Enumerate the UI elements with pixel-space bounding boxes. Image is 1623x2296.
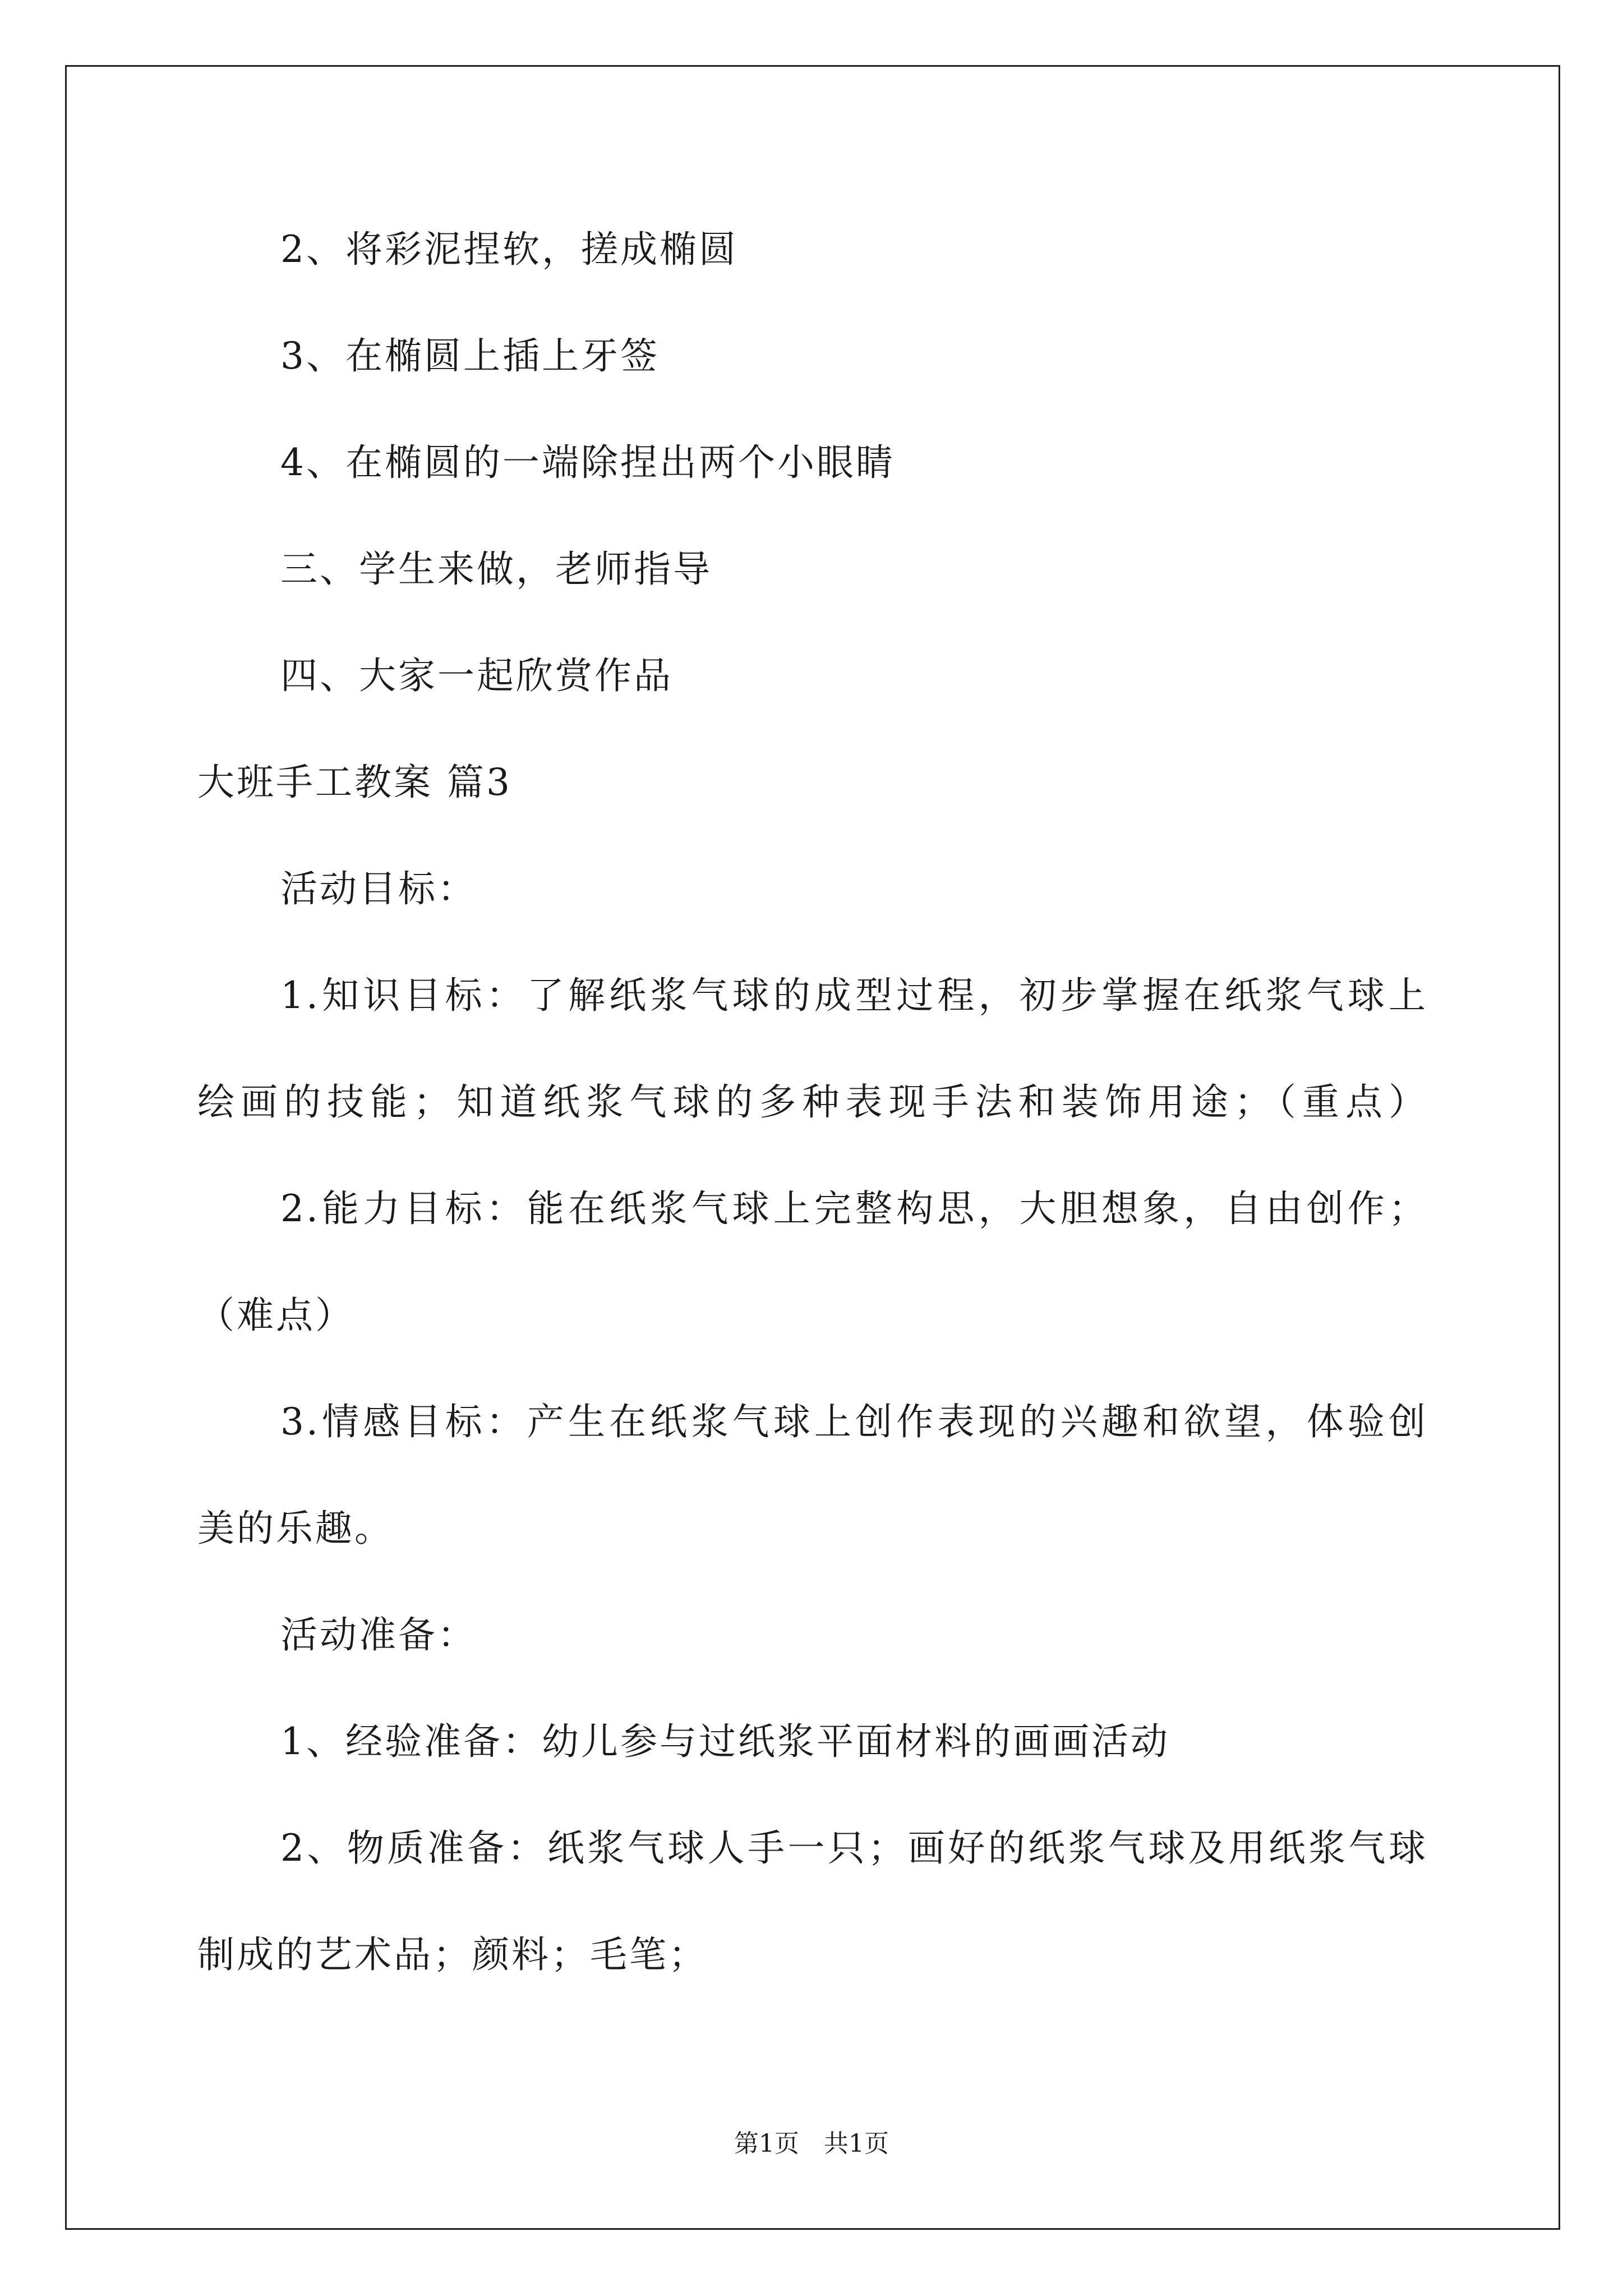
subheading-goals: 活动目标： bbox=[280, 867, 477, 910]
page-border bbox=[65, 65, 1560, 2230]
page-number-footer: 第1页 共1页 bbox=[734, 2129, 889, 2158]
section-heading: 大班手工教案 篇3 bbox=[197, 761, 512, 804]
paragraph-line: 2、物质准备：纸浆气球人手一只；画好的纸浆气球及用纸浆气球 bbox=[280, 1826, 1428, 1870]
step-line: 4、在椭圆的一端除捏出两个小眼睛 bbox=[280, 441, 895, 484]
paragraph-line: 美的乐趣。 bbox=[197, 1507, 394, 1550]
step-line: 2、将彩泥捏软，搓成椭圆 bbox=[280, 228, 738, 271]
paragraph-line: 1、经验准备：幼儿参与过纸浆平面材料的画画活动 bbox=[280, 1720, 1170, 1763]
paragraph-line: 绘画的技能；知道纸浆气球的多种表现手法和装饰用途；（重点） bbox=[197, 1080, 1428, 1124]
step-line: 三、学生来做，老师指导 bbox=[280, 547, 712, 591]
paragraph-line: （难点） bbox=[197, 1294, 354, 1337]
paragraph-line: 制成的艺术品；颜料；毛笔； bbox=[197, 1933, 708, 1976]
paragraph-line: 1.知识目标：了解纸浆气球的成型过程，初步掌握在纸浆气球上 bbox=[280, 974, 1428, 1017]
paragraph-line: 2.能力目标：能在纸浆气球上完整构思，大胆想象，自由创作； bbox=[280, 1187, 1428, 1230]
step-line: 3、在椭圆上插上牙签 bbox=[280, 334, 660, 378]
paragraph-line: 3.情感目标：产生在纸浆气球上创作表现的兴趣和欲望，体验创 bbox=[280, 1400, 1428, 1443]
subheading-preparation: 活动准备： bbox=[280, 1613, 477, 1657]
step-line: 四、大家一起欣赏作品 bbox=[280, 654, 673, 697]
